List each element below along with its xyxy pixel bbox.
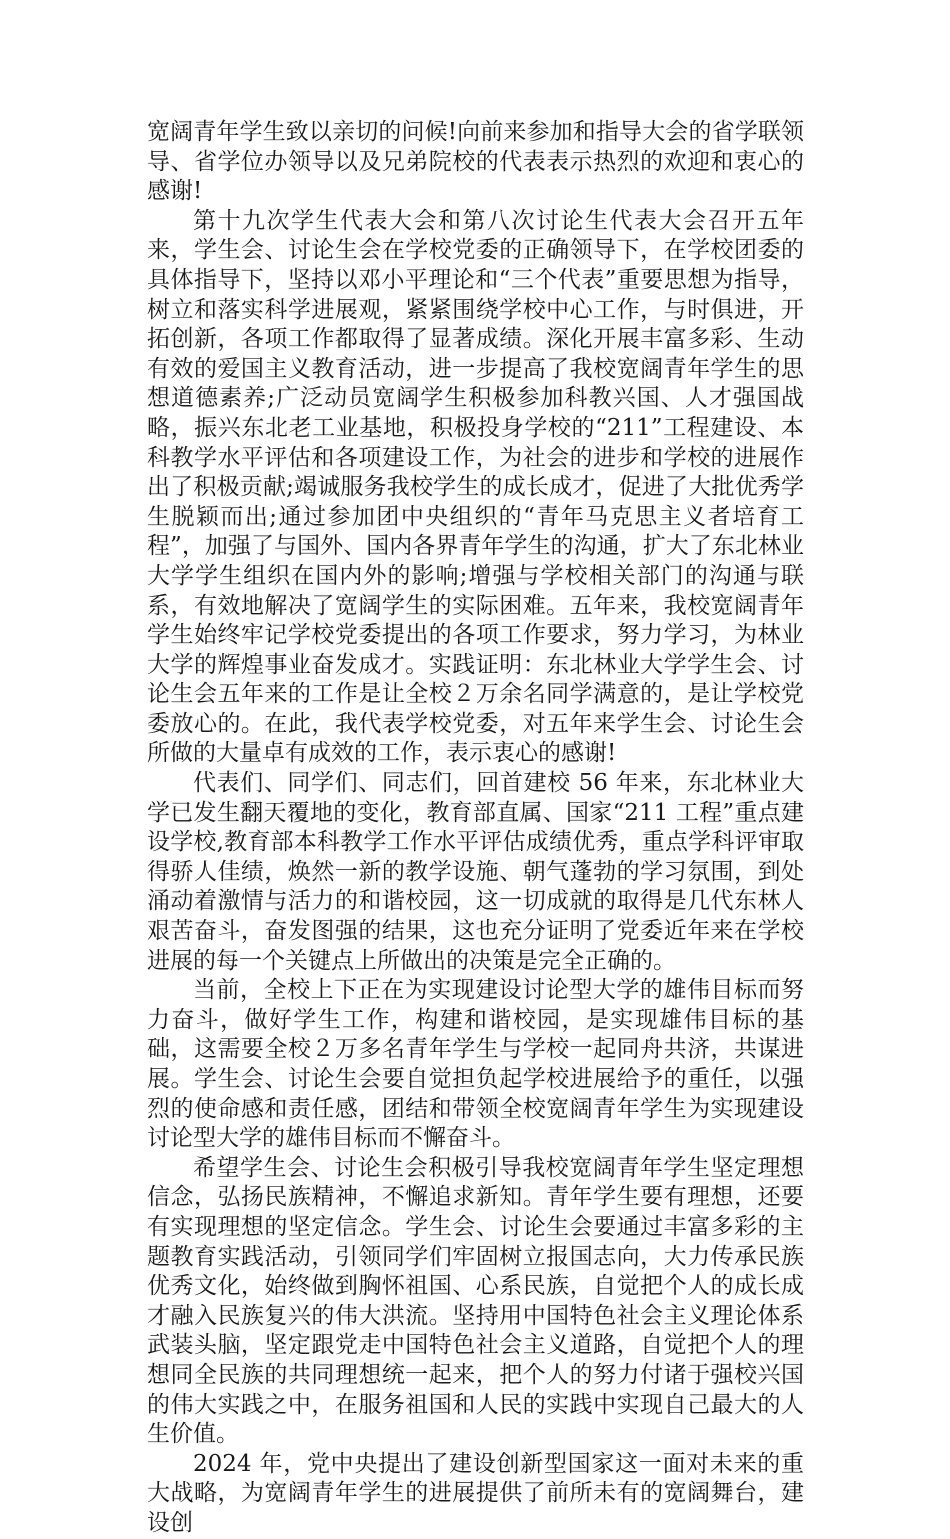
paragraph-ideals: 希望学生会、讨论生会积极引导我校宽阔青年学生坚定理想信念，弘扬民族精神，不懈追求新知。青年学生要有理想，还要有实现理想的坚定信念。学生会、讨论生会要通过丰富多彩的主题教育实践活动，引领同学们牢固树立报国志向，大力传承民族优秀文化，始终做到胸怀祖国、心系民族，自觉把个人的成长成才融入民族复兴的伟大洪流。坚持用中国特色社会主义理论体系武装头脑，坚定跟党走中国特色社会主义道路，自觉把个人的理想同全民族的共同理想统一起来，把个人的努力付诸于强校兴国的伟大实践之中，在服务祖国和人民的实践中实现自己最大的人生价值。	[147, 1154, 804, 1448]
paragraph-greeting: 宽阔青年学生致以亲切的问候!向前来参加和指导大会的省学联领导、省学位办领导以及兄弟院校的代表表示热烈的欢迎和衷心的感谢!	[147, 119, 804, 205]
paragraph-five-year-review: 第十九次学生代表大会和第八次讨论生代表大会召开五年来，学生会、讨论生会在学校党委的正确领导下，在学校团委的具体指导下，坚持以邓小平理论和“三个代表”重要思想为指导，树立和落实科学进展观，紧紧围绕学校中心工作，与时俱进，开拓创新，各项工作都取得了显著成绩。深化开展丰富多彩、生动有效的爱国主义教育活动，进一步提高了我校宽阔青年学生的思想道德素养;广泛动员宽阔学生积极参加科教兴国、人才强国战略，振兴东北老工业基地，积极投身学校的“211”工程建设、本科教学水平评估和各项建设工作，为社会的进步和学校的进展作出了积极贡献;竭诚服务我校学生的成长成才，促进了大批优秀学生脱颖而出;通过参加团中央组织的“青年马克思主义者培育工程”，加强了与国外、国内各界青年学生的沟通，扩大了东北林业大学学生组织在国内外的影响;增强与学校相关部门的沟通与联系，有效地解决了宽阔学生的实际困难。五年来，我校宽阔青年学生始终牢记学校党委提出的各项工作要求，努力学习，为林业大学的辉煌事业奋发成才。实践证明：东北林业大学学生会、讨论生会五年来的工作是让全校２万余名同学满意的，是让学校党委放心的。在此，我代表学校党委，对五年来学生会、讨论生会所做的大量卓有成效的工作，表示衷心的感谢!	[147, 207, 804, 767]
paragraph-innovation-strategy: 2024 年，党中央提出了建设创新型国家这一面对未来的重大战略，为宽阔青年学生的进展提供了前所未有的宽阔舞台，建设创	[147, 1450, 804, 1536]
paragraph-current-goals: 当前，全校上下正在为实现建设讨论型大学的雄伟目标而努力奋斗，做好学生工作，构建和谐校园，是实现雄伟目标的基础，这需要全校２万多名青年学生与学校一起同舟共济，共谋进展。学生会、讨论生会要自觉担负起学校进展给予的重任，以强烈的使命感和责任感，团结和带领全校宽阔青年学生为实现建设讨论型大学的雄伟目标而不懈奋斗。	[147, 977, 804, 1152]
document-page	[147, 118, 804, 1539]
paragraph-school-history: 代表们、同学们、同志们，回首建校 56 年来，东北林业大学已发生翻天覆地的变化，教育部直属、国家“211 工程”重点建设学校,教育部本科教学工作水平评估成绩优秀，重点学科评审取得骄人佳绩，焕然一新的教学设施、朝气蓬勃的学习氛围，到处涌动着激情与活力的和谐校园，这一切成就的取得是几代东林人艰苦奋斗，奋发图强的结果，这也充分证明了党委近年来在学校进展的每一个关键点上所做出的决策是完全正确的。	[147, 770, 804, 974]
